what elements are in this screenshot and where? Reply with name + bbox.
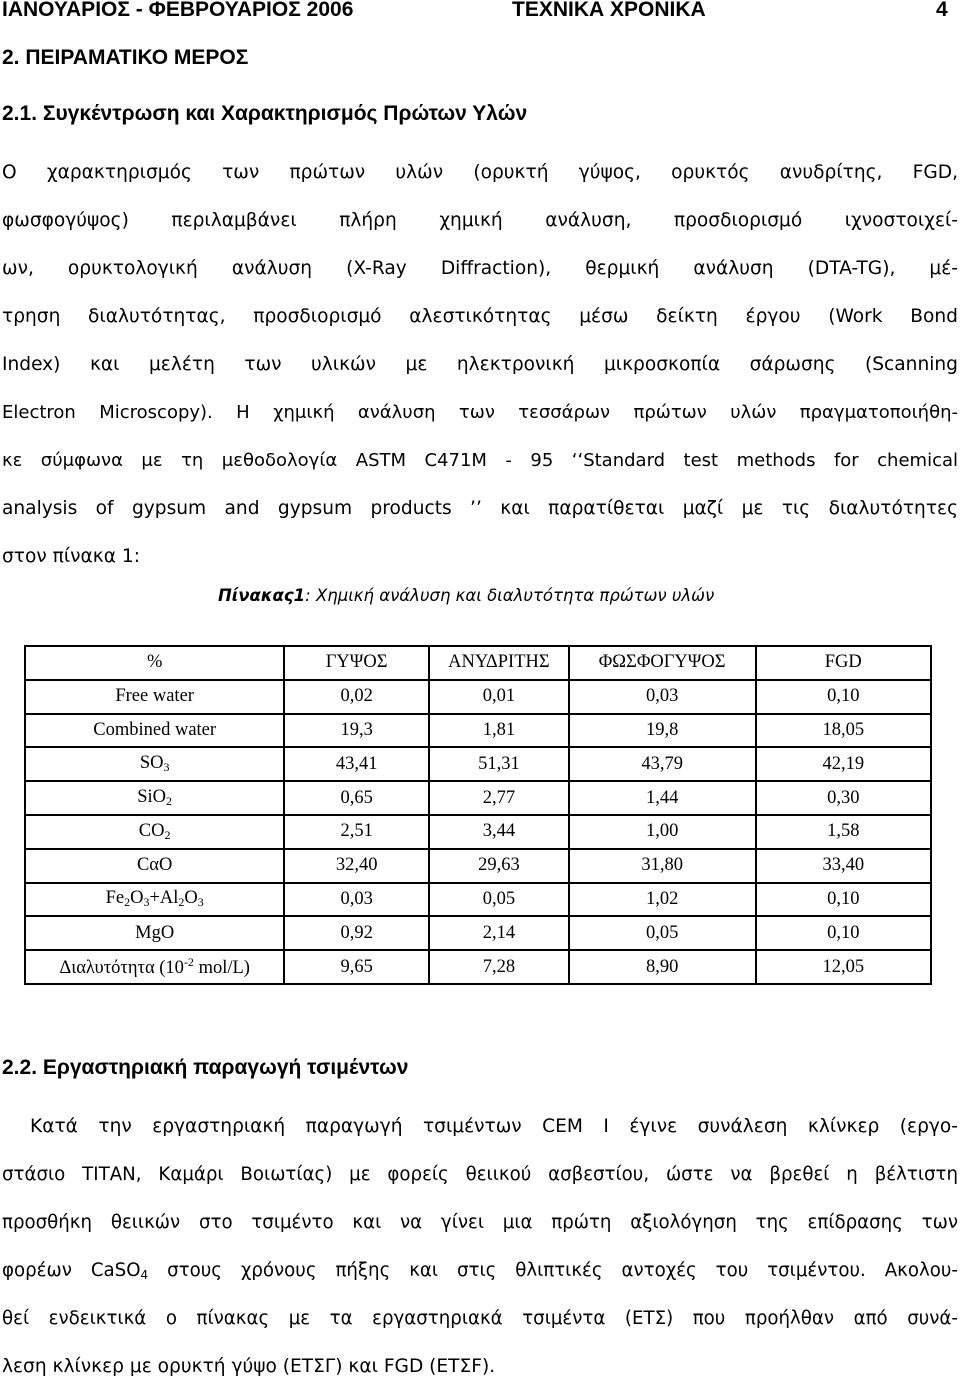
value-cell: 3,44 [429, 815, 569, 849]
row-label: MgO [25, 916, 284, 950]
table-row [25, 815, 931, 849]
value-cell: 0,03 [284, 883, 429, 917]
value-cell: 0,10 [756, 883, 931, 917]
p2-line: Κατά την εργαστηριακή παραγωγή τσιμέντων CEM I έγινε συνάλεση κλίνκερ (εργο- [30, 1116, 958, 1137]
value-cell: 42,19 [756, 747, 931, 781]
row-label: CαO [25, 849, 284, 883]
p2-line: θεί ενδεικτικά ο πίνακας με τα εργαστηριακά τσιμέντα (ΕΤΣ) που προήλθαν από συνά- [2, 1308, 958, 1329]
value-cell: 9,65 [284, 950, 429, 984]
section-title-2-2: 2.2. Εργαστηριακή παραγωγή τσιμέντων [2, 1056, 409, 1079]
row-label: $Fe_2O_3+Al_2O_3$ [25, 883, 284, 917]
value-cell: 0,05 [569, 916, 756, 950]
p1-line: Electron Microscopy). Η χημική ανάλυση των τεσσάρων πρώτων υλών πραγματοποιήθη- [2, 402, 958, 423]
p2-line: στάσιο ΤΙΤΑΝ, Καμάρι Βοιωτίας) με φορείς θειικού ασβεστίου, ώστε να βρεθεί η βέλτιστη [2, 1164, 958, 1185]
value-cell: 8,90 [569, 950, 756, 984]
value-cell: 2,51 [284, 815, 429, 849]
p2-line: προσθήκη θειικών στο τσιμέντο και να γίνει μια πρώτη αξιολόγηση της επίδρασης των [2, 1212, 958, 1233]
row-label: Combined water [25, 714, 284, 748]
table-row [25, 714, 931, 748]
header-cell: ΑΝΥΔΡΙΤΗΣ [429, 646, 569, 680]
row-label: Free water [25, 680, 284, 714]
p1-line: analysis of gypsum and gypsum products ’’ και παρατίθεται μαζί με τις διαλυτότητες [2, 498, 958, 519]
section-title-2-1: 2.1. Συγκέντρωση και Χαρακτηρισμός Πρώτων Υλών [2, 102, 528, 125]
p1-line: κε σύμφωνα με τη μεθοδολογία ASTM C471M - 95 ‘‘Standard test methods for chemical [2, 450, 958, 471]
table-row [25, 883, 931, 917]
table-row [25, 916, 931, 950]
value-cell: 1,58 [756, 815, 931, 849]
row-label: $CO_2$ [25, 815, 284, 849]
header-cell: FGD [756, 646, 931, 680]
p1-line: Index) και μελέτη των υλικών με ηλεκτρονική μικροσκοπία σάρωσης (Scanning [2, 354, 958, 375]
value-cell: 31,80 [569, 849, 756, 883]
value-cell: 12,05 [756, 950, 931, 984]
caption-text: : Χημική ανάλυση και διαλυτότητα πρώτων υλών [305, 586, 715, 605]
p1-line: Ο χαρακτηρισμός των πρώτων υλών (ορυκτή γύψος, ορυκτός ανυδρίτης, FGD, [2, 162, 958, 183]
p1-line: τρηση διαλυτότητας, προσδιορισμό αλεστικότητας μέσω δείκτη έργου (Work Bond [2, 306, 958, 327]
value-cell: 2,77 [429, 781, 569, 815]
value-cell: 19,8 [569, 714, 756, 748]
value-cell: 33,40 [756, 849, 931, 883]
p1-line: ων, ορυκτολογική ανάλυση (X-Ray Diffraction), θερμική ανάλυση (DTA-TG), μέ- [2, 258, 958, 279]
value-cell: 0,65 [284, 781, 429, 815]
row-label: SiO$_2$ [25, 781, 284, 815]
p2-line: φορέων CaSO$_4$ στους χρόνους πήξης και στις θλιπτικές αντοχές του τσιμέντου. Ακολου- [2, 1260, 958, 1282]
table-row [25, 747, 931, 781]
table-row [25, 849, 931, 883]
row-label: Διαλυτότητα ($10^{-2}$ mol/L) [25, 950, 284, 984]
header-journal: ΤΕΧΝΙΚΑ ΧΡΟΝΙΚΑ [512, 0, 706, 21]
subscript: 4 [140, 1268, 149, 1282]
value-cell: 0,03 [569, 680, 756, 714]
page-header [0, 0, 960, 26]
value-cell: 1,00 [569, 815, 756, 849]
p1-line: φωσφογύψος) περιλαμβάνει πλήρη χημική ανάλυση, προσδιορισμό ιχνοστοιχεί- [2, 210, 958, 231]
header-cell: ΦΩΣΦΟΓΥΨΟΣ [569, 646, 756, 680]
table-caption [218, 586, 714, 605]
value-cell: 29,63 [429, 849, 569, 883]
value-cell: 1,02 [569, 883, 756, 917]
value-cell: 32,40 [284, 849, 429, 883]
value-cell: 0,10 [756, 916, 931, 950]
value-cell: 2,14 [429, 916, 569, 950]
row-label: $SO_3$ [25, 747, 284, 781]
page-number: 4 [936, 0, 948, 21]
value-cell: 7,28 [429, 950, 569, 984]
value-cell: 51,31 [429, 747, 569, 781]
p2-line: λεση κλίνκερ με ορυκτή γύψο (ΕΤΣΓ) και FGD (ΕΤΣF). [2, 1356, 496, 1377]
header-issue: ΙΑΝΟΥΑΡΙΟΣ - ΦΕΒΡΟΥΑΡΙΟΣ 2006 [2, 0, 354, 21]
chemical-analysis-table [24, 645, 932, 985]
value-cell: 19,3 [284, 714, 429, 748]
table-body [25, 646, 931, 984]
value-cell: 43,79 [569, 747, 756, 781]
value-cell: 0,92 [284, 916, 429, 950]
value-cell: 0,30 [756, 781, 931, 815]
header-cell: ΓΥΨΟΣ [284, 646, 429, 680]
value-cell: 0,05 [429, 883, 569, 917]
value-cell: 18,05 [756, 714, 931, 748]
table-row [25, 680, 931, 714]
value-cell: 0,02 [284, 680, 429, 714]
table-row [25, 950, 931, 984]
value-cell: 1,81 [429, 714, 569, 748]
p1-line: στον πίνακα 1: [2, 546, 141, 567]
header-cell: % [25, 646, 284, 680]
value-cell: 1,44 [569, 781, 756, 815]
caption-label: Πίνακας1 [218, 586, 306, 605]
value-cell: 0,01 [429, 680, 569, 714]
table-header-row [25, 646, 931, 680]
table-row [25, 781, 931, 815]
value-cell: 0,10 [756, 680, 931, 714]
value-cell: 43,41 [284, 747, 429, 781]
section-title-2: 2. ΠΕΙΡΑΜΑΤΙΚΟ ΜΕΡΟΣ [2, 46, 249, 69]
